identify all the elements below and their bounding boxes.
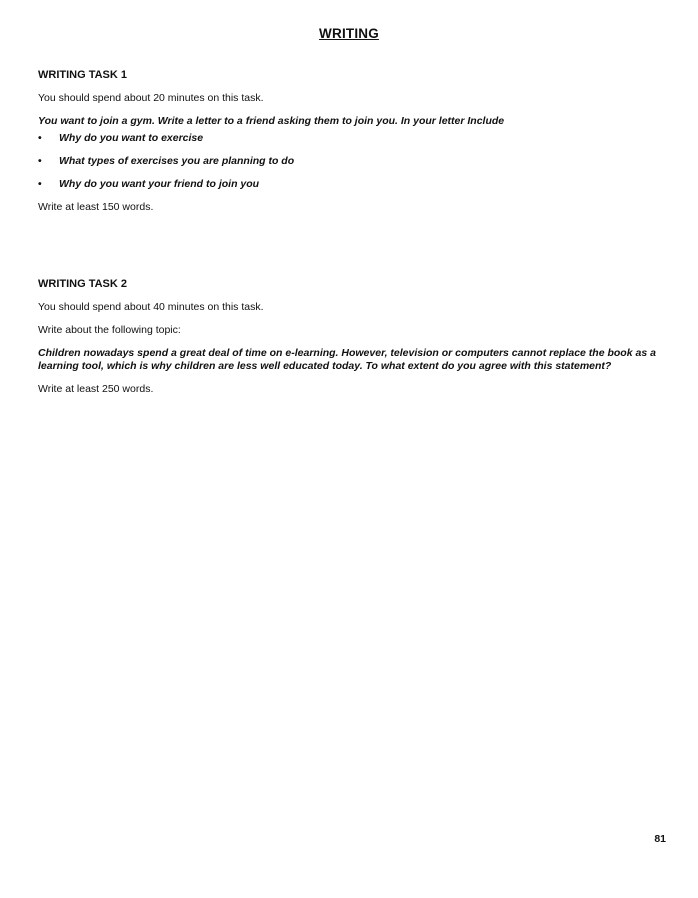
task-2-word-count: Write at least 250 words.: [38, 383, 154, 395]
bullet-text: What types of exercises you are planning to do: [59, 155, 295, 167]
bullet-icon: •: [38, 155, 42, 167]
bullet-icon: •: [38, 178, 42, 190]
page-number: 81: [654, 833, 666, 845]
writing-task-2-section: [38, 277, 670, 406]
bullet-icon: •: [38, 132, 42, 144]
task-2-prompt: Children nowadays spend a great deal of time on e-learning. However, television or computers cannot replace the book as a learning tool, which is why children are less well educated today. To what extent do you agree with this statement?: [38, 347, 656, 372]
task-1-word-count: Write at least 150 words.: [38, 201, 154, 213]
writing-task-1-section: [38, 68, 670, 224]
task-1-bullet-list: [38, 132, 670, 191]
task-2-heading: WRITING TASK 2: [38, 278, 128, 290]
bullet-text: Why do you want to exercise: [59, 132, 204, 144]
bullet-text: Why do you want your friend to join you: [59, 178, 260, 190]
list-item: [38, 155, 670, 168]
task-1-heading: WRITING TASK 1: [38, 69, 128, 81]
task-2-topic-intro: Write about the following topic:: [38, 324, 181, 336]
page-title: WRITING: [319, 26, 379, 41]
task-1-prompt: You want to join a gym. Write a letter to a friend asking them to join you. In your letter Include: [38, 115, 505, 127]
task-2-time-instruction: You should spend about 40 minutes on this task.: [38, 301, 264, 313]
list-item: [38, 178, 670, 191]
task-1-time-instruction: You should spend about 20 minutes on this task.: [38, 92, 264, 104]
list-item: [38, 132, 670, 145]
